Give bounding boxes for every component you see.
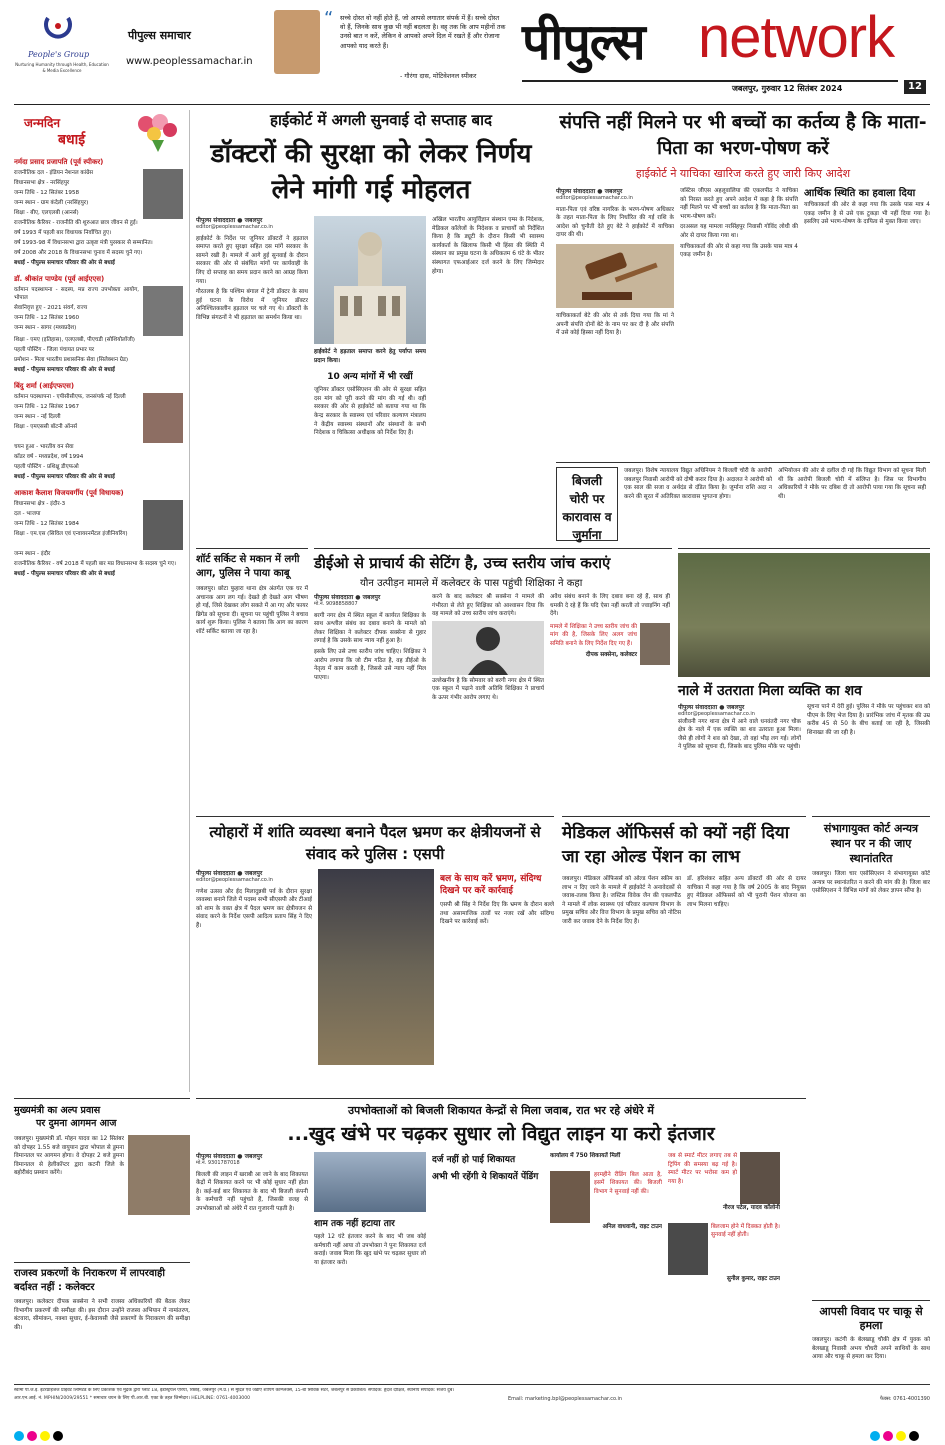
cmyk-dot-yellow-icon — [896, 1431, 906, 1441]
byline-city: जबलपुर — [362, 594, 381, 601]
resident-quote: बिलजाम होने में दिक्कत होती है। सुनवाई नहीं होती। — [711, 1223, 780, 1239]
cm-photo — [128, 1135, 190, 1215]
story-police-patrol — [196, 816, 554, 1094]
cmyk-dot-magenta-icon — [27, 1431, 37, 1441]
story-doctors — [196, 110, 546, 540]
cmyk-dot-magenta-icon — [883, 1431, 893, 1441]
story-cm-visit — [14, 1098, 190, 1260]
resident-quote-author: सुनील कुमार, राइट टाउन — [726, 1275, 780, 1282]
quote-mark-icon: “ — [324, 8, 334, 29]
footer — [14, 1384, 930, 1420]
body-paragraph: जबलपुर। मेडिकल ऑफिसर्स को ओल्ड पेंशन स्कीम का लाभ न दिए जाने के मामले में हाईकोर्ट ने अनावेदकों से जवाब-तलब किया है। जस्टिस विवेक जैन की एकलपीठ ने मामले में लोक स्वास्थ्य एवं परिवार कल्याण विभाग के प्रमुख सचिव और वित्त विभाग के प्रमुख सचिव को नोटिस जारी कर जवाब देने के निर्देश दिए हैं। — [562, 876, 681, 925]
story-headline: डॉक्टरों की सुरक्षा को लेकर निर्णय लेने मांगी गई मोहलत — [210, 139, 532, 205]
birthday-line: शिक्षा - एमए (इतिहास), एलएलबी, पीएचडी (सोशियोलॉजी) — [14, 337, 135, 343]
birthday-line: चयन हुआ - भारतीय वन सेवा — [14, 444, 74, 450]
story-headline: संपत्ति नहीं मिलने पर भी बच्चों का कर्तव्य है कि माता-पिता का भरण-पोषण करें — [559, 112, 927, 159]
story-subhead: अभी भी रहेंगी ये शिकायतें पेंडिंग — [432, 1172, 539, 1182]
birthday-heading-line1: जन्मदिन — [24, 116, 61, 130]
birthday-line: जन्म तिथि - 12 सितंबर 1984 — [14, 521, 80, 527]
footer-fax: फैक्स: 0761-4001390 — [879, 1396, 930, 1402]
story-headline: राजस्व प्रकरणों के निराकरण में लापरवाही बर्दाश्त नहीं : कलेक्टर — [14, 1268, 165, 1293]
byline-email: editor@peoplessamachar.co.in — [196, 224, 273, 230]
birthday-line: वर्तमान पदस्थापना - एपीसीसीएफ, जनसंपर्क नई दिल्ली — [14, 394, 126, 400]
story-headline: मेडिकल ऑफिसर्स को क्यों नहीं दिया जा रहा ओल्ड पेंशन का लाभ — [562, 823, 790, 867]
masthead-rule — [522, 80, 898, 82]
story-divisional-court — [812, 816, 930, 1176]
sidebar-heading: आर्थिक स्थिति का हवाला दिया — [804, 188, 916, 199]
birthday-line: विधानसभा क्षेत्र - नरसिंहपुर — [14, 180, 70, 186]
byline-name: पीपुल्स संवाददाता — [314, 594, 354, 601]
body-paragraph: सूचना पाने में देरी हुई। पुलिस ने मौके पर पहुंचकर शव को पीएम के लिए भेज दिया है। प्रारंभिक जांच में मृतक की उम्र करीब 45 से 50 के बीच बताई जा रही है, जिसकी शिनाख्त की जा रही है। — [807, 704, 930, 736]
birthday-line: जन्म तिथि - 12 सितंबर 1967 — [14, 404, 80, 410]
electricity-office-photo — [314, 1152, 426, 1212]
story-subhead: 10 अन्य मांगों में भी रखीं — [327, 372, 413, 383]
story-headline: ...खुद खंभे पर चढ़कर सुधार लो विद्युत लाइन या करो इंतजार — [287, 1123, 715, 1145]
birthday-entry — [14, 382, 183, 481]
body-paragraph: जबलपुर। छोटा फुहारा थाना क्षेत्र अंतर्गत एक घर में अचानक आग लग गई। देखते ही देखते आग भीषण हो गई, जिसे देखकर लोग सकते में आ गए और फायर ब्रिगेड को सूचना दी। सूचना पर पहुंची पुलिस ने बचाव कार्य शुरू किया। पुलिस ने बताया कि आग का कारण शॉर्ट सर्किट बताया जा रहा है। — [196, 586, 308, 635]
birthday-line: राजनीतिक कैरियर - वर्ष 2018 में पहली बार मप्र विधानसभा के सदस्य चुने गए। — [14, 561, 177, 567]
body-paragraph: याचिकाकर्ता बेटे की ओर से तर्क दिया गया कि मां ने अपनी संपत्ति दोनों बेटे के नाम पर कर दी है और संपत्ति में उसे कोई हिस्सा नहीं दिया है। — [556, 312, 674, 337]
body-paragraph: करने के बाद कलेक्टर श्री सक्सेना ने मामले की गंभीरता से लेते हुए शिक्षिका को आश्वासन दिया कि वह मामले को उच्च स्तरीय जांच कराएंगे। — [432, 594, 544, 618]
masthead — [0, 0, 945, 100]
cmyk-registration-right — [870, 1426, 922, 1445]
collector-quote: मामले में शिक्षिका ने उच्च स्तरीय जांच की मांग की है, जिसके लिए अलग जांच समिति बनाने के लिए निर्देश दिए गए हैं। — [550, 623, 637, 647]
byline-phone: मो.नं. 9301787018 — [196, 1160, 240, 1166]
victim-silhouette-photo — [432, 621, 544, 675]
collector-quote-author: दीपक सक्सेना, कलेक्टर — [585, 651, 637, 658]
birthday-line: पहली पोस्टिंग - प्रशिक्षु डीएफओ — [14, 464, 79, 470]
birthday-entry — [14, 158, 183, 267]
birthday-line: शिक्षा - एमएससी बॉटनी ऑनर्स — [14, 424, 78, 430]
complaints-label: कार्यालय में 750 शिकायतें मिलीं — [550, 1153, 621, 1159]
group-tagline: Nurturing Humanity through Health, Education & Media Excellence — [15, 62, 109, 73]
box-label: बिजली चोरी पर कारावास व जुर्माना — [556, 467, 618, 541]
birthday-line: वर्ष 1993 में पहली बार विधायक निर्वाचित हुए। — [14, 230, 112, 236]
gavel-photo — [556, 244, 674, 308]
cmyk-dot-yellow-icon — [40, 1431, 50, 1441]
byline-email: editor@peoplessamachar.co.in — [196, 877, 273, 883]
birthday-line: जन्म तिथि - 12 सितंबर 1958 — [14, 190, 80, 196]
birthday-line: सेवानिवृत्त हुए - 2021 संवर्ग, राज्य — [14, 305, 88, 311]
byline-city: जबलपुर — [244, 1153, 263, 1160]
byline: पीपुल्स संवाददाता ● जबलपुर — [196, 217, 263, 224]
portrait-photo — [143, 393, 183, 443]
story-headline: डीईओ से प्राचार्य की सेटिंग है, उच्च स्तरीय जांच कराएं — [314, 554, 611, 572]
footer-registration: आर.एन.आई. नं. MPHIN/2009/29551 * समाचार चयन के लिए पी.आर.बी. एक्ट के तहत जिम्मेदार। HELPLINE: 0761-4003000 — [14, 1396, 251, 1401]
dateline: जबलपुर, गुरुवार 12 सितंबर 2024 — [732, 84, 843, 93]
story-subhead: यौन उत्पीड़न मामले में कलेक्टर के पास पहुंची शिक्षिका ने कहा — [360, 578, 583, 589]
cmyk-dot-black-icon — [909, 1431, 919, 1441]
body-paragraph: डॉ. हरिशंकर सहित अन्य डॉक्टरों की ओर से दायर याचिका में कहा गया है कि वर्ष 2005 के बाद नियुक्त हुए मेडिकल ऑफिसर्स को भी पुरानी पेंशन योजना का लाभ मिलना चाहिए। — [687, 876, 806, 908]
body-paragraph: हाईकोर्ट के निर्देश पर जूनियर डॉक्टरों ने हड़ताल समाप्त करते हुए सुरक्षा सहित दस मांगें सरकार के सामने रखी हैं। मामले में आगे हुई सुनवाई के दौरान सरकार की ओर से संबंधित मांगों पर कार्यवाही के लिए दो सप्ताह का समय प्रदान करने का आग्रह किया गया। — [196, 235, 308, 285]
resident-quote: जब से स्मार्ट मीटर लगाए तब से ट्रिपिंग की समस्या बढ़ गई है। स्मार्ट मीटर पर भरोसा कम हो गया है। — [668, 1153, 737, 1185]
birthday-line: पहली पोस्टिंग - जिला पंचायत प्रभार पर — [14, 347, 95, 353]
flower-bouquet-icon — [134, 112, 180, 152]
birthday-entry — [14, 489, 183, 578]
story-headline: आपसी विवाद पर चाकू से हमला — [819, 1305, 923, 1332]
story-body-found — [678, 548, 930, 810]
byline-phone: मो.नं. 9098858807 — [314, 601, 358, 607]
drain-photo — [678, 553, 930, 677]
birthday-line: जन्म तिथि - 12 सितंबर 1960 — [14, 315, 80, 321]
portrait-photo — [143, 286, 183, 336]
story-headline: पर दुमना आगमन आज — [36, 1118, 117, 1129]
electricity-theft-box — [556, 462, 930, 546]
resident-quote-author: नीरज पटेल, यादव कॉलोनी — [722, 1205, 780, 1211]
gavel-icon — [556, 244, 674, 308]
birthday-line: विधानसभा क्षेत्र - इंदौर-3 — [14, 501, 66, 507]
website[interactable]: www.peoplessamachar.in — [126, 56, 253, 67]
byline: पीपुल्स संवाददाता ● जबलपुर — [196, 1153, 263, 1160]
portrait-photo — [143, 500, 183, 550]
body-paragraph: जूनियर डॉक्टर एसोसिएशन की ओर से सुरक्षा सहित दस मांग को पूरी करने की मांग की गई थी। वहीं सरकार की ओर से हाईकोर्ट को बताया गया था कि केन्द्र सरकार के स्वास्थ्य एवं परिवार कल्याण मंत्रालय ने केंद्रीय स्वास्थ्य संस्थानों और संस्थानों के सभी निदेशक व चिकित्सा अधीक्षक को निर्देश दिए हैं। — [314, 387, 426, 437]
byline: पीपुल्स संवाददाता ● जबलपुर — [678, 704, 745, 711]
byline: पीपुल्स संवाददाता ● जबलपुर — [196, 870, 263, 877]
story-pension — [562, 816, 806, 1094]
collector-photo — [640, 623, 670, 665]
cmyk-dot-cyan-icon — [870, 1431, 880, 1441]
birthday-line: राजनीतिक कैरियर - राजनीति की शुरुआत छात्र जीवन से हुई। — [14, 220, 138, 226]
birthday-line: वर्ष 1993-98 में विधानसभा द्वारा उत्कृष्ट मंत्री पुरस्कार से सम्मानित। — [14, 240, 153, 246]
body-paragraph: इसके लिए उसे उच्च स्तरीय जांच चाहिए। शिक्षिका ने आरोप लगाया कि जो टीम गठित है, वह डीईओ के नेतृत्व में काम करती है, जिससे उसे न्याय नहीं मिल पाएगा। — [314, 648, 426, 681]
byline-email: editor@peoplessamachar.co.in — [678, 711, 755, 717]
body-paragraph: जस्टिस जीएस अहलूवालिया की एकलपीठ ने याचिका को निरस्त करते हुए अपने आदेश में कहा है कि संपत्ति नहीं मिलने पर भी बच्चों का कर्तव्य है कि माता-पिता का भरण-पोषण करें। — [680, 188, 798, 220]
body-paragraph: संजीवनी नगर थाना क्षेत्र में आने वाले धनवंतरी नगर चौक क्षेत्र के नाले में एक व्यक्ति का शव उतराता हुआ मिला। जैसे ही लोगों ने शव को देखा, तो वहां भीड़ लग गई। लोगों ने पुलिस को सूचना दी, जिसके बाद पुलिस मौके पर पहुंची। — [678, 718, 801, 751]
byline-city: जबलपुर — [244, 217, 263, 224]
title-hindi: पीपुल्स — [522, 13, 645, 71]
resident-quote: हरमहीने रीडिंग बिल आता है, इसमें शिकायत की। बिजली विभाग ने सुनवाई नहीं की। — [594, 1171, 662, 1195]
peoples-group-logo-icon — [34, 14, 82, 50]
birthday-entry — [14, 275, 183, 374]
high-court-building-icon — [314, 216, 426, 344]
story-subhead: दर्ज नहीं हो पाई शिकायत — [432, 1155, 516, 1165]
footer-email[interactable]: Email: marketing.bpl@peoplessamachar.co.in — [507, 1396, 623, 1402]
birthday-header — [14, 110, 183, 154]
byline: पीपुल्स संवाददाता ● जबलपुर — [556, 188, 623, 195]
footer-imprint: स्वामी पी.जे.ई. इंटरप्राइजेज प्राइवेट लिमिटेड के लिए प्रकाशक एवं मुद्रक द्वारा प्लॉट 18, इंडस्ट्रियल एरिया, रिछाई, जबलपुर (म.प्र.) से मुद्रित एवं जेडीए शॉपिंग कॉम्प्लेक्स, 15-बी सिविक सेंटर, जबलपुर से प्रकाशित। संपादक: हृदेश दीक्षित, स्थानीय संपादक: संजय दुबे। — [14, 1388, 455, 1393]
body-paragraph: याचिकाकर्ता की ओर से कहा गया कि उसके पास मात्र 4 एकड़ जमीन है। — [680, 243, 798, 259]
birthday-entry-name: बिंदु शर्मा (आईएफएस) — [14, 382, 75, 390]
resident-photo — [550, 1171, 590, 1223]
byline-city: जबलपुर — [244, 870, 263, 877]
page-number: 12 — [904, 80, 926, 94]
birthday-line: शिक्षा - एम.एस (सिविल एवं एन्वायरनमेंटल इंजीनियरिंग) — [14, 531, 128, 537]
resident-photo — [668, 1223, 708, 1275]
birthday-line: कॉडर वर्ष - मध्यप्रदेश, वर्ष 1994 — [14, 454, 84, 460]
high-court-photo — [314, 216, 426, 344]
body-paragraph: दरअसल यह मामला नरसिंहपुर निवासी गोविंद लोधी की ओर से दायर किया गया था। — [680, 224, 798, 239]
resident-photo — [740, 1152, 780, 1204]
byline-email: editor@peoplessamachar.co.in — [556, 195, 633, 201]
story-headline: त्योहारों में शांति व्यवस्था बनाने पैदल भ्रमण कर क्षेत्रीयजनों से संवाद करे पुलिस : एसपी — [209, 823, 541, 863]
resident-quote-author: अनिल वाधवानी, राइट टाउन — [602, 1223, 662, 1230]
byline: पीपुल्स संवाददाता ● जबलपुर — [314, 594, 381, 601]
story-revenue — [14, 1262, 190, 1380]
story-principal — [314, 548, 672, 810]
silhouette-icon — [432, 621, 544, 675]
paper-brand: पीपुल्स समाचार — [128, 29, 191, 42]
group-name: People's Group — [28, 50, 90, 59]
birthday-entry-name: नर्मदा प्रसाद प्रजापति (पूर्व स्पीकर) — [14, 158, 104, 166]
title-en: network — [698, 5, 895, 70]
body-paragraph: बिजली की लाइन में खराबी आ जाने के बाद शिकायत केंद्रों में शिकायत करने पर भी कोई सुधार नहीं होता है। कई-कई बार शिकायत के बाद भी बिजली कंपनी के कर्मचारी नहीं पहुंचते हैं, जिसकी वजह से उपभोक्ताओं को अंधेरे में रात गुजारनी पड़ती है। — [196, 1171, 308, 1212]
byline-city: जबलपुर — [726, 704, 745, 711]
police-march-photo — [318, 869, 434, 1065]
body-paragraph: गणेश उत्सव और ईद मिलादुन्नबी पर्व के दौरान सुरक्षा व्यवस्था बनाने जिले में पदस्थ सभी सीएसपी और टीआई को शाम के वक्त क्षेत्र में पैदल भ्रमण कर क्षेत्रीयजन से संवाद करने के निर्देश एसपी आदित्य प्रताप सिंह ने दिए हैं। — [196, 888, 312, 929]
birthday-line: जन्म स्थान - नई दिल्ली — [14, 414, 61, 420]
story-kicker: हाईकोर्ट में अगली सुनवाई दो सप्ताह बाद — [270, 111, 492, 129]
birthday-line: बधाई - पीपुल्स समाचार परिवार की ओर से बधाई — [14, 571, 115, 577]
birthday-entry-name: डॉ. श्रीकांत पाण्डेय (पूर्व आईएएस) — [14, 275, 105, 283]
quote-author: - गौरंगा दास, मोटिवेशनल स्पीकर — [400, 72, 477, 80]
birthday-line: प्रमोशन - मिला भारतीय प्रशासनिक सेवा (सिलेक्शन ग्रेड) — [14, 357, 129, 363]
story-subhead: बल के साथ करें भ्रमण, संदिग्ध दिखने पर करें कार्रवाई — [440, 874, 542, 896]
story-kicker: मुख्यमंत्री का अल्प प्रवास — [14, 1105, 101, 1116]
story-headline: संभागायुक्त कोर्ट अन्यत्र स्थान पर न की जाए स्थानांतरित — [823, 822, 919, 865]
birthday-line: बधाई - पीपुल्स समाचार परिवार की ओर से बधाई — [14, 474, 115, 480]
byline-name: पीपुल्स संवाददाता — [196, 1153, 236, 1160]
body-paragraph: अखिल भारतीय आयुर्विज्ञान संस्थान एम्स के निदेशक, मेडिकल कॉलेजों के निदेशक व प्राचार्यों को निर्देशित किया है कि ड्यूटी के दौरान किसी भी स्वास्थ्य कार्यकर्ता के खिलाफ किसी भी हिंसा की स्थिति में संस्थान का प्रमुख घटना के अधिकतम 6 घंटे के भीतर संस्थागत एफआईआर दर्ज करने के लिए जिम्मेदार होगा। — [432, 217, 544, 275]
byline-city: जबलपुर — [604, 188, 623, 195]
birthday-line: दल - भाजपा — [14, 511, 41, 517]
birthday-line: जन्म स्थान - इंदौर — [14, 551, 51, 557]
birthday-column — [14, 110, 190, 1092]
quote-text: सच्चे दोस्त वो नहीं होते हैं, जो आपसे लगातार संपर्क में हैं। सच्चे दोस्त वो हैं, जिनके साथ कुछ भी नहीं बदलता है। वह्‌ तक कि आप महीनों तक उनसे बात न करें, लेकिन वे आपको अपने दिल में रखते हैं और रोजाना आपको याद करते हैं। — [340, 14, 506, 50]
story-maintenance — [556, 110, 930, 462]
body-paragraph: जबलपुर। मुख्यमंत्री डॉ. मोहन यादव का 12 सितंबर को दोपहर 1.55 बजे वायुयान द्वारा भोपाल से डुमना विमानतल पर आगमन होगा। वे दोपहर 2 बजे डुमना विमानतल से हेलीकॉप्टर द्वारा कटनी जिले के बहोरीबंद प्रस्थान करेंगे। — [14, 1136, 124, 1177]
byline-name: पीपुल्स संवाददाता — [556, 188, 596, 195]
birthday-line: जन्म स्थान - ग्राम कंदेली (नरसिंहपुर) — [14, 200, 89, 206]
body-paragraph: पहले 12 घंटे इंतजार करने के बाद भी जब कोई कर्मचारी नहीं आया तो उपभोक्ता ने पुनः शिकायत दर्ज कराई। जवाब मिला कि खुद खंभे पर चढ़कर सुधार लो या इंतजार करो। — [314, 1234, 426, 1266]
quote-author-photo — [274, 10, 320, 74]
birthday-line: वर्ष 2008 और 2018 के विधानसभा चुनाव में सदस्य चुने गए। — [14, 250, 143, 256]
story-fire — [196, 548, 308, 810]
byline-name: पीपुल्स संवाददाता — [196, 870, 236, 877]
body-paragraph: जबलपुर। जिला चार एसोसिएशन ने संभागायुक्त कोर्ट अन्यत्र पर स्थानांतरित न करने की मांग की है। जिला बार एसोसिएशन ने विभिन्न मांगों को लेकर ज्ञापन सौंपा है। — [812, 871, 930, 895]
sidebar-body: याचिकाकर्ता की ओर से कहा गया कि उसके पास मात्र 4 एकड़ जमीन है से उसे एक टुकड़ा भी नहीं दिया गया है। इसलिए उसे भरण-पोषण के दायित्व से मुक्त किया जाए। — [804, 202, 930, 226]
birthday-line: शिक्षा - बीए, एलएलबी (आनर्स) — [14, 210, 79, 216]
story-subhead: हाईकोर्ट ने याचिका खारिज करते हुए जारी किए आदेश — [635, 167, 851, 180]
body-paragraph: माता-पिता एवं वरिष्ठ नागरिक के भरण-पोषण अधिकार के तहत माता-पिता के लिए निर्धारित की गई राशि के आदेश को चुनौती देते हुए बेटे ने हाईकोर्ट में याचिका दायर की थी। — [556, 206, 674, 239]
portrait-photo — [143, 169, 183, 219]
story-power — [196, 1098, 806, 1380]
story-headline: नाले में उतराता मिला व्यक्ति का शव — [678, 683, 862, 699]
story-kicker: उपभोक्ताओं को बिजली शिकायत केन्द्रों से मिला जवाब, रात भर रहे अंधेरे में — [348, 1104, 654, 1117]
birthday-line: राजनीतिक दल - इंडियन नेशनल कांग्रेस — [14, 170, 94, 176]
body-paragraph: जबलपुर। कटंगी के बेलखाडू चौकी क्षेत्र में युवक को बेलखाडू निवासी अभय चौधरी अपने साथियों के साथ आया और चाकू से हमला कर दिया। — [812, 1337, 930, 1361]
photo-caption: हाईकोर्ट ने हड़ताल समाप्त करने हेतु पर्याप्त समय प्रदान किया। — [314, 349, 426, 364]
body-paragraph: गौरतलब है कि पश्चिम बंगाल में ट्रेनी डॉक्टर के साथ हुई घटना के विरोध में जूनियर डॉक्टर अनिश्चितकालीन हड़ताल पर चले गए थे। डॉक्टरों के विभिन्न संगठनों ने भी हड़ताल का समर्थन किया था। — [196, 289, 308, 321]
birthday-line: वर्तमान पदस्थापना - सदस्य, मप्र राज्य उपभोक्ता आयोग, भोपाल — [14, 287, 139, 301]
body-paragraph: बरगी नगर क्षेत्र में स्थित स्कूल में कार्यरत शिक्षिका के साथ अश्लील संबंध का दबाव बनाने के मामले को लेकर शिक्षिका ने कलेक्टर दीपक सक्सेना से गुहार लगाई है कि उसके साथ न्याय नहीं हुआ है। — [314, 612, 426, 645]
top-divider — [14, 104, 930, 105]
cmyk-registration-left — [14, 1426, 66, 1445]
birthday-line: बधाई - पीपुल्स समाचार परिवार की ओर से बधाई — [14, 367, 115, 373]
birthday-line: जन्म स्थान - सागर (मध्यप्रदेश) — [14, 325, 77, 331]
body-paragraph: जबलपुर। कलेक्टर दीपक सक्सेना ने सभी राजस्व अधिकारियों की बैठक लेकर विभागीय प्रकरणों की समीक्षा की। इस दौरान उन्होंने राजस्व अभियान में नामांतरण, बंटवारा, सीमांकन, नक्शा सुधार, ई-केवायसी जैसे प्रकरणों के निराकरण की समीक्षा की। — [14, 1299, 190, 1331]
story-knife-attack — [812, 1300, 930, 1380]
byline-name: पीपुल्स संवाददाता — [196, 217, 236, 224]
cmyk-dot-cyan-icon — [14, 1431, 24, 1441]
body-paragraph: एसपी श्री सिंह ने निर्देश दिए कि भ्रमण के दौरान बल्ले तथा असामाजिक तत्वों पर नजर रखें और संदिग्ध दिखने पर कार्रवाई करें। — [440, 902, 554, 926]
box-body: जबलपुर। विशेष न्यायालय विद्युत अधिनियम ने बिजली चोरी के आरोपी जबलपुर निवासी आरोपी को दोषी करार दिया है। अदालत ने आरोपी को एक साल की सजा व अर्थदंड से दंडित किया है। जुर्माना राशि अदा न करने की सूरत में अतिरिक्त कारावास भुगतना होगा। — [624, 468, 772, 500]
birthday-line: बधाई - पीपुल्स समाचार परिवार की ओर से बधाई — [14, 260, 115, 266]
cmyk-dot-black-icon — [53, 1431, 63, 1441]
birthday-entry-name: आकाश कैलाश विजयवर्गीय (पूर्व विधायक) — [14, 489, 124, 497]
body-paragraph: उल्लेखनीय है कि सोमवार को बरगी नगर क्षेत्र में स्थित एक स्कूल में पढ़ाने वाली अतिथि शिक्षिका ने प्राचार्य के ऊपर गंभीर आरोप लगाए थे। — [432, 677, 544, 701]
peoples-group-logo — [34, 14, 82, 50]
story-headline: शॉर्ट सर्किट से मकान में लगी आग, पुलिस ने पाया काबू — [196, 554, 300, 579]
byline-name: पीपुल्स संवाददाता — [678, 704, 718, 711]
box-body: अभियोजन की ओर से दलील दी गई कि विद्युत विभाग को सूचना मिली थी कि आरोपी बिजली चोरी में संलिप्त है। जिस पर विभागीय अधिकारियों ने मौके पर दबिश दी तो आरोपी पाया गया कि सूचना सही थी। — [778, 468, 926, 500]
story-subhead: शाम तक नहीं हटाया तार — [314, 1219, 395, 1229]
birthday-heading-line2: बधाई — [58, 132, 86, 148]
body-paragraph: अवैध संबंध बनाने के लिए दबाव बना रहे हैं, साथ ही धमकी दे रहे हैं कि यदि ऐसा नहीं करती तो ज्वाइनिंग नहीं देंगे। — [550, 594, 670, 618]
